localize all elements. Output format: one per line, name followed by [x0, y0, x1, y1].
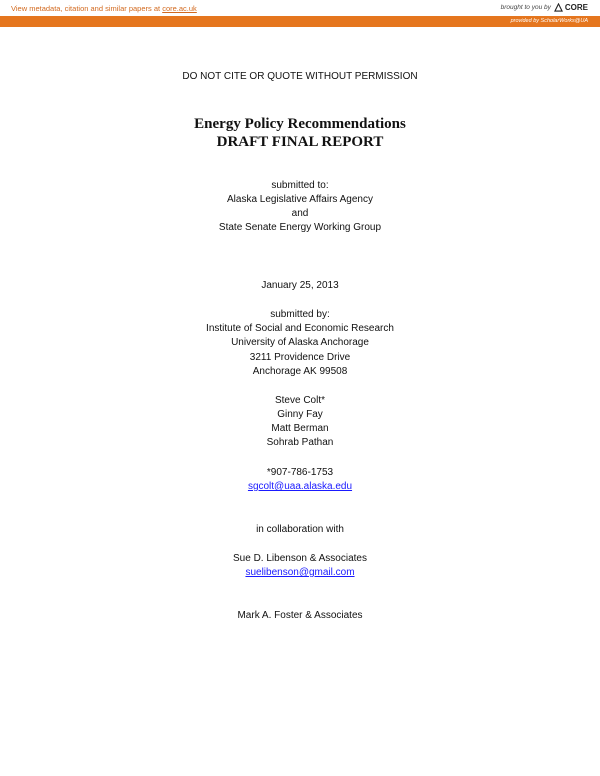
- email-line: [0, 481, 600, 493]
- recipient-1: Alaska Legislative Affairs Agency: [226, 194, 373, 205]
- org-name: Institute of Social and Economic Research: [206, 323, 394, 334]
- notice: DO NOT CITE OR QUOTE WITHOUT PERMISSION: [182, 71, 418, 82]
- core-header-top: [0, 0, 600, 16]
- city-address: Anchorage AK 99508: [252, 366, 348, 377]
- author: Sohrab Pathan: [266, 437, 334, 448]
- street-address: 3211 Providence Drive: [249, 352, 351, 363]
- core-logo-text: CORE: [564, 3, 588, 12]
- collaborator-2: Mark A. Foster & Associates: [237, 610, 363, 621]
- author: Steve Colt*: [274, 395, 326, 406]
- university: University of Alaska Anchorage: [231, 337, 369, 348]
- core-logo[interactable]: [554, 3, 588, 12]
- core-brand[interactable]: [501, 3, 588, 12]
- author: Matt Berman: [271, 423, 329, 434]
- metadata-text: View metadata, citation and similar papers at: [11, 4, 161, 13]
- contact-email-link[interactable]: sgcolt@uaa.alaska.edu: [247, 481, 353, 492]
- core-link[interactable]: core.ac.uk: [162, 4, 197, 13]
- title-line-1: Energy Policy Recommendations: [194, 116, 406, 132]
- core-accent-strip: [0, 16, 600, 27]
- provided-by-text[interactable]: provided by ScholarWorks@UA: [510, 18, 588, 24]
- submitted-to-label: submitted to:: [271, 180, 329, 191]
- author: Ginny Fay: [277, 409, 323, 420]
- metadata-notice: [11, 4, 197, 13]
- core-header: [0, 0, 600, 27]
- recipient-2: State Senate Energy Working Group: [218, 222, 382, 233]
- title-line-2: DRAFT FINAL REPORT: [216, 134, 384, 150]
- phone: *907-786-1753: [266, 467, 334, 478]
- submitted-by-label: submitted by:: [270, 309, 330, 320]
- and-word: and: [291, 208, 309, 219]
- collaboration-label: in collaboration with: [256, 524, 344, 535]
- collaborator-1: Sue D. Libenson & Associates: [233, 553, 367, 564]
- brought-by-text: brought to you by: [500, 4, 551, 11]
- collaborator-email-line: [0, 567, 600, 579]
- report-date: January 25, 2013: [261, 280, 339, 291]
- core-logo-icon: [554, 3, 563, 12]
- collaborator-email-link[interactable]: suelibenson@gmail.com: [245, 567, 355, 578]
